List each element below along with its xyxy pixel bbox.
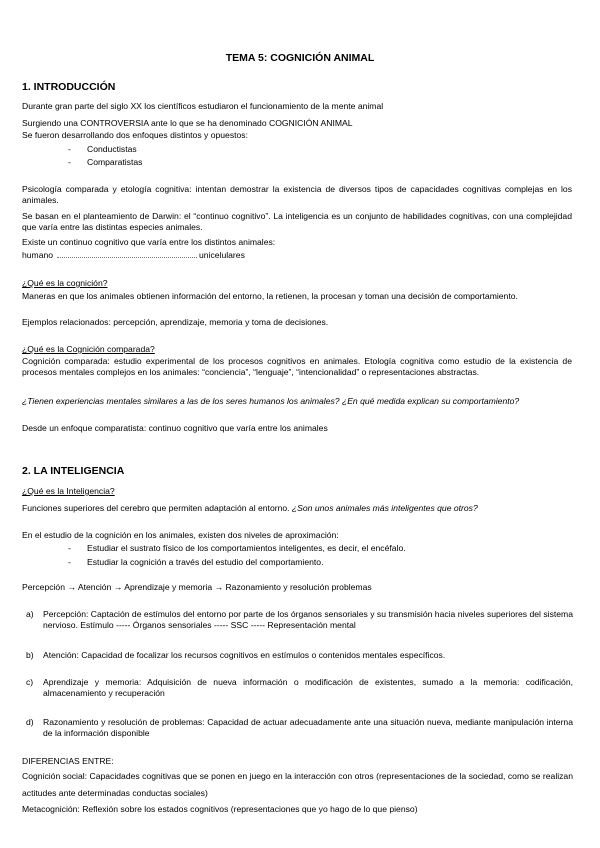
paragraph: Metacognición: Reflexión sobre los estados cognitivos (representaciones que yo hago de lo que pienso) — [22, 804, 418, 814]
paragraph-text: Funciones superiores del cerebro que permiten adaptación al entorno. — [22, 503, 290, 513]
question-heading: ¿Qué es la Cognición comparada? — [22, 344, 155, 354]
list-item: Comparatistas — [87, 157, 143, 167]
list-item: Estudiar el sustrato físico de los comportamientos inteligentes, es decir, el encéfalo. — [87, 543, 406, 553]
section-heading-introduccion: 1. INTRODUCCIÓN — [22, 81, 116, 93]
paragraph: Cognición social: Capacidades cognitivas que se ponen en juego en la interacción con otros (representaciones de la sociedad, como se realizan actitudes ante determinadas conductas sociales) — [22, 771, 573, 798]
list-item-text: Aprendizaje y memoria: Adquisición de nueva información o modificación de existentes, sumado a la memoria: codificación, almacenamiento y recuperación — [43, 677, 573, 698]
bullet-dash: - — [68, 543, 71, 553]
bullet-dash: - — [68, 157, 71, 167]
list-item: Conductistas — [87, 144, 137, 154]
list-item: Estudiar la cognición a través del estudio del comportamiento. — [87, 557, 324, 567]
paragraph: Maneras en que los animales obtienen información del entorno, la retienen, la procesan y toman una decisión de comportamiento. — [22, 291, 518, 301]
item-label: d) — [26, 717, 34, 727]
page-title: TEMA 5: COGNICIÓN ANIMAL — [225, 52, 375, 64]
paragraph: Ejemplos relacionados: percepción, aprendizaje, memoria y toma de decisiones. — [22, 317, 329, 327]
bullet-dash: - — [68, 557, 71, 567]
paragraph: Desde un enfoque comparatista: continuo cognitivo que varía entre los animales — [22, 423, 328, 433]
list-item-text: Razonamiento y resolución de problemas: Capacidad de actuar adecuadamente ante una situación nueva, mediante manipulación interna de la información disponible — [43, 717, 573, 738]
list-item-text: Atención: Capacidad de focalizar los recursos cognitivos en estímulos o contenidos mentales específicos. — [43, 650, 446, 660]
paragraph: En el estudio de la cognición en los animales, existen dos niveles de aproximación: — [22, 530, 339, 540]
question-heading: ¿Qué es la Inteligencia? — [22, 486, 115, 496]
item-label: a) — [26, 609, 34, 619]
section-heading-inteligencia: 2. LA INTELIGENCIA — [22, 465, 125, 477]
continuum-right-label: unicelulares — [199, 250, 245, 260]
dotted-continuum-line — [57, 257, 197, 258]
paragraph: Cognición comparada: estudio experimental de los procesos cognitivos en animales. Etología cognitiva como estudio de la existencia de procesos mentales complejos en los animales: “conciencia”, “lenguaje”, “intencionalidad” o representaciones abstractas. — [22, 356, 572, 377]
item-label: c) — [26, 677, 34, 687]
continuum-left-label: humano — [22, 250, 54, 260]
italic-question: ¿Son unos animales más inteligentes que otros? — [291, 503, 478, 513]
paragraph: Existe un continuo cognitivo que varía entre los distintos animales: — [22, 237, 276, 247]
paragraph: Se fueron desarrollando dos enfoques distintos y opuestos: — [22, 130, 248, 140]
process-flow: Percepción → Atención → Aprendizaje y memoria → Razonamiento y resolución problemas — [22, 582, 372, 592]
paragraph: Psicología comparada y etología cognitiva: intentan demostrar la existencia de diversos tipos de capacidades cognitivas complejas en los animales. — [22, 184, 572, 205]
question-heading: ¿Qué es la cognición? — [22, 278, 108, 288]
paragraph: Durante gran parte del siglo XX los científicos estudiaron el funcionamiento de la mente animal — [22, 101, 384, 111]
item-label: b) — [26, 650, 34, 660]
list-item-text: Percepción: Captación de estímulos del entorno por parte de los órganos sensoriales y su transmisión hacia niveles superiores del sistema nervioso. Estímulo ----- Órganos sensoriales ----- SSC ----- Representación mental — [43, 609, 573, 630]
subheading-diferencias: DIFERENCIAS ENTRE: — [22, 756, 114, 766]
paragraph — [22, 503, 478, 514]
italic-question: ¿Tienen experiencias mentales similares a las de los seres humanos los animales? ¿En qué medida explican su comportamiento? — [22, 396, 520, 406]
paragraph: Surgiendo una CONTROVERSIA ante lo que se ha denominado COGNICIÓN ANIMAL — [22, 118, 353, 128]
paragraph: Se basan en el planteamiento de Darwin: el “continuo cognitivo”. La inteligencia es un conjunto de habilidades cognitivas, con una complejidad que varía entre las distintas especies animales. — [22, 211, 572, 232]
bullet-dash: - — [68, 144, 71, 154]
